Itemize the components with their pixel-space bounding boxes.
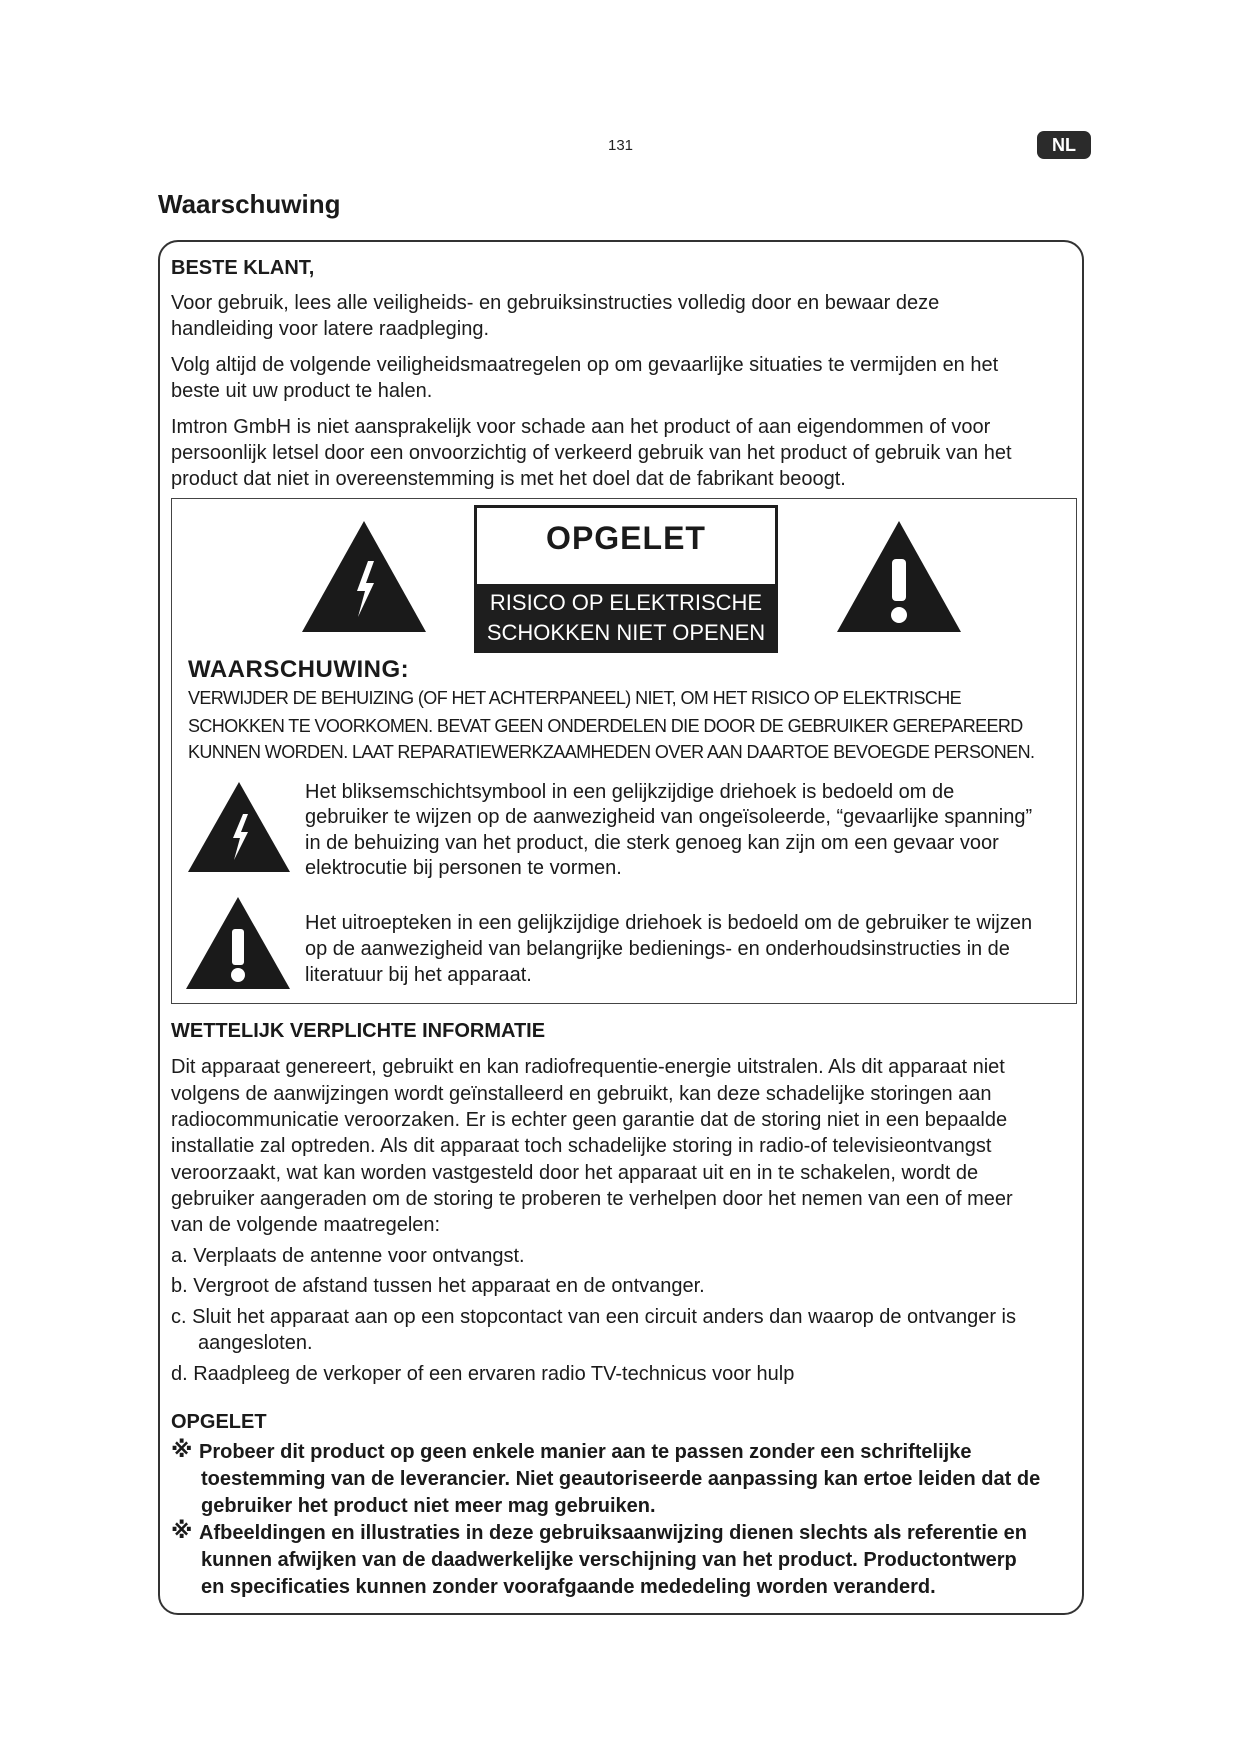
page-title: Waarschuwing bbox=[158, 189, 341, 219]
list-item-b: b. Vergroot de afstand tussen het apparaat en de ontvanger. bbox=[171, 1275, 705, 1297]
exclamation-warning-icon bbox=[837, 521, 961, 632]
intro-p2-line2: beste uit uw product te halen. bbox=[171, 380, 433, 402]
exclamation-description-line1: Het uitroepteken in een gelijkzijdige driehoek is bedoeld om de gebruiker te wijzen bbox=[305, 912, 1033, 934]
page-number: 131 bbox=[607, 137, 634, 154]
note-2-bullet: ※ bbox=[171, 1518, 193, 1543]
intro-heading: BESTE KLANT, bbox=[171, 257, 315, 279]
warning-heading: WAARSCHUWING: bbox=[188, 656, 410, 683]
legal-line-1: Dit apparaat genereert, gebruikt en kan radiofrequentie-energie uitstralen. Als dit apparaat niet bbox=[171, 1056, 1005, 1078]
note-1-bullet: ※ bbox=[171, 1437, 193, 1462]
legal-line-2: volgens de aanwijzingen wordt geïnstalleerd en gebruikt, kan deze schadelijke storingen aan bbox=[171, 1083, 992, 1105]
list-item-c: c. Sluit het apparaat aan op een stopcontact van een circuit anders dan waarop de ontvanger is bbox=[171, 1306, 1016, 1328]
legal-line-6: gebruiker aangeraden om de storing te proberen te verhelpen door het nemen van een of meer bbox=[171, 1188, 1013, 1210]
warning-line-3: KUNNEN WORDEN. LAAT REPARATIEWERKZAAMHEDEN OVER AAN DAARTOE BEVOEGDE PERSONEN. bbox=[188, 742, 1035, 762]
lightning-description-line1: Het bliksemschichtsymbool in een gelijkzijdige driehoek is bedoeld om de bbox=[305, 781, 955, 803]
legal-line-7: van de volgende maatregelen: bbox=[171, 1214, 441, 1236]
exclamation-description-line3: literatuur bij het apparaat. bbox=[305, 964, 532, 986]
intro-p1-line1: Voor gebruik, lees alle veiligheids- en gebruiksinstructies volledig door en bewaar deze bbox=[171, 292, 940, 314]
lightning-description-line2: gebruiker te wijzen op de aanwezigheid van ongeïsoleerde, “gevaarlijke spanning” bbox=[305, 806, 1033, 828]
note-2-line3: en specificaties kunnen zonder voorafgaande mededeling worden veranderd. bbox=[201, 1576, 936, 1598]
warning-line-2: SCHOKKEN TE VOORKOMEN. BEVAT GEEN ONDERDELEN DIE DOOR DE GEBRUIKER GEREPAREERD bbox=[188, 716, 1023, 736]
note-1-line2: toestemming van de leverancier. Niet geautoriseerde aanpassing kan ertoe leiden dat de bbox=[201, 1468, 1041, 1490]
lightning-symbol-icon bbox=[188, 782, 290, 872]
caution-heading: OPGELET bbox=[171, 1411, 267, 1433]
legal-line-4: installatie zal optreden. Als dit apparaat toch schadelijke storing in radio-of televisieontvangst bbox=[171, 1135, 992, 1157]
intro-p3-line3: product dat niet in overeenstemming is met het doel dat de fabrikant beoogt. bbox=[171, 468, 846, 490]
caution-label-line2: SCHOKKEN NIET OPENEN bbox=[486, 620, 766, 645]
intro-p1-line2: handleiding voor latere raadpleging. bbox=[171, 318, 490, 340]
lightning-description-line4: elektrocutie bij personen te vormen. bbox=[305, 857, 622, 879]
intro-p3-line1: Imtron GmbH is niet aansprakelijk voor schade aan het product of aan eigendommen of voor bbox=[171, 416, 991, 438]
legal-line-5: veroorzaakt, wat kan worden vastgesteld door het apparaat uit en in te schakelen, wordt de bbox=[171, 1162, 979, 1184]
exclamation-symbol-icon bbox=[186, 897, 290, 989]
caution-label bbox=[474, 505, 778, 653]
intro-p3-line2: persoonlijk letsel door een onvoorzichtig of verkeerd gebruik van het product of gebruik van het bbox=[171, 442, 1012, 464]
list-item-d: d. Raadpleeg de verkoper of een ervaren radio TV-technicus voor hulp bbox=[171, 1363, 795, 1385]
list-item-a: a. Verplaats de antenne voor ontvangst. bbox=[171, 1245, 525, 1267]
legal-line-3: radiocommunicatie veroorzaken. Er is echter geen garantie dat de storing niet in een bepaalde bbox=[171, 1109, 1008, 1131]
list-item-c-cont: aangesloten. bbox=[198, 1332, 313, 1354]
warning-line-1: VERWIJDER DE BEHUIZING (OF HET ACHTERPANEEL) NIET, OM HET RISICO OP ELEKTRISCHE bbox=[188, 688, 962, 708]
lightning-description-line3: in de behuizing van het product, die sterk genoeg kan zijn om een gevaar voor bbox=[305, 832, 999, 854]
note-1-line3: gebruiker het product niet meer mag gebruiken. bbox=[201, 1495, 656, 1517]
intro-p2-line1: Volg altijd de volgende veiligheidsmaatregelen op om gevaarlijke situaties te vermijden en het bbox=[171, 354, 999, 376]
caution-label-title: OPGELET bbox=[546, 520, 706, 556]
legal-heading: WETTELIJK VERPLICHTE INFORMATIE bbox=[171, 1020, 546, 1042]
lightning-warning-icon bbox=[302, 521, 426, 632]
note-1-line1: Probeer dit product op geen enkele manier aan te passen zonder een schriftelijke bbox=[199, 1441, 972, 1463]
exclamation-description-line2: op de aanwezigheid van belangrijke bedienings- en onderhoudsinstructies in de bbox=[305, 938, 1010, 960]
note-2-line1: Afbeeldingen en illustraties in deze gebruiksaanwijzing dienen slechts als referentie en bbox=[199, 1522, 1028, 1544]
caution-label-line1: RISICO OP ELEKTRISCHE bbox=[489, 590, 763, 615]
caution-label-band bbox=[477, 584, 775, 650]
language-badge: NL bbox=[1037, 131, 1091, 159]
note-2-line2: kunnen afwijken van de daadwerkelijke verschijning van het product. Productontwerp bbox=[201, 1549, 1017, 1571]
